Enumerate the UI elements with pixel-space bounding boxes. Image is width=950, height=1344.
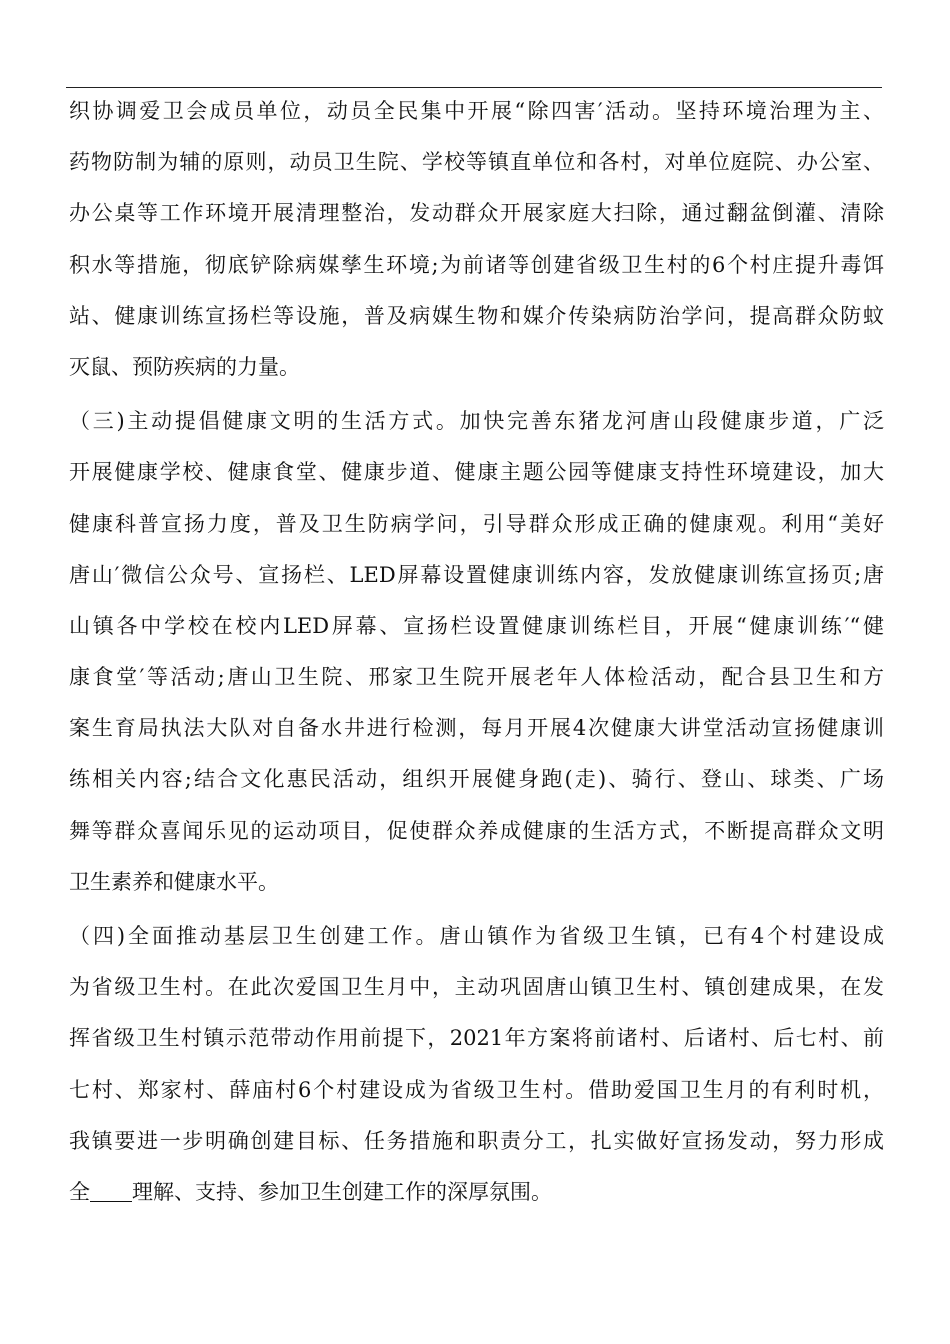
- text-line: 为省级卫生村。在此次爱国卫生月中，主动巩固唐山镇卫生村、镇创建成果，在发: [69, 975, 884, 1000]
- document-body: [69, 86, 884, 1218]
- text-line: 卫生素养和健康水平。: [69, 869, 279, 894]
- text-line: 练相关内容;结合文化惠民活动，组织开展健身跑(走)、骑行、登山、球类、广场: [69, 767, 884, 792]
- paragraph-2-continuation: [69, 86, 884, 393]
- text-line: 办公桌等工作环境开展清理整治，发动群众开展家庭大扫除，通过翻盆倒灌、清除: [69, 201, 884, 226]
- text-line: 灭鼠、预防疾病的力量。: [69, 354, 300, 379]
- paragraph-3: [69, 396, 884, 908]
- text-line-final: [69, 1167, 884, 1218]
- text-line: 山镇各中学校在校内LED屏幕、宣扬栏设置健康训练栏目，开展“健康训练′“健: [69, 613, 884, 638]
- blank-underline: [90, 1181, 132, 1202]
- final-line-prefix: 全: [69, 1179, 90, 1204]
- text-line: 织协调爱卫会成员单位，动员全民集中开展“除四害′活动。坚持环境治理为主、: [69, 99, 884, 123]
- text-line: （四)全面推动基层卫生创建工作。唐山镇作为省级卫生镇，已有4个村建设成: [69, 924, 884, 948]
- final-line-suffix: 理解、支持、参加卫生创建工作的深厚氛围。: [132, 1179, 552, 1204]
- text-line: 七村、郑家村、薛庙村6个村建设成为省级卫生村。借助爱国卫生月的有利时机，: [69, 1077, 884, 1102]
- text-line: 舞等群众喜闻乐见的运动项目，促使群众养成健康的生活方式，不断提高群众文明: [69, 818, 884, 843]
- text-line: 药物防制为辅的原则，动员卫生院、学校等镇直单位和各村，对单位庭院、办公室、: [69, 150, 884, 175]
- text-line: 康食堂′等活动;唐山卫生院、邢家卫生院开展老年人体检活动，配合县卫生和方: [69, 665, 884, 690]
- text-line: 唐山′微信公众号、宣扬栏、LED屏幕设置健康训练内容，发放健康训练宣扬页;唐: [69, 562, 884, 587]
- text-line: 挥省级卫生村镇示范带动作用前提下，2021年方案将前诸村、后诸村、后七村、前: [69, 1026, 884, 1051]
- text-line: 我镇要进一步明确创建目标、任务措施和职责分工，扎实做好宣扬发动，努力形成: [69, 1128, 884, 1153]
- text-line: 开展健康学校、健康食堂、健康步道、健康主题公园等健康支持性环境建设，加大: [69, 460, 884, 485]
- paragraph-4: [69, 911, 884, 1218]
- text-line: 站、健康训练宣扬栏等设施，普及病媒生物和媒介传染病防治学问，提高群众防蚊: [69, 303, 884, 328]
- text-line: 健康科普宣扬力度，普及卫生防病学问，引导群众形成正确的健康观。利用“美好: [69, 511, 884, 536]
- text-line: （三)主动提倡健康文明的生活方式。加快完善东猪龙河唐山段健康步道，广泛: [69, 409, 884, 434]
- text-line: 积水等措施，彻底铲除病媒孳生环境;为前诸等创建省级卫生村的6个村庄提升毒饵: [69, 252, 884, 277]
- text-line: 案生育局执法大队对自备水井进行检测，每月开展4次健康大讲堂活动宣扬健康训: [69, 716, 884, 741]
